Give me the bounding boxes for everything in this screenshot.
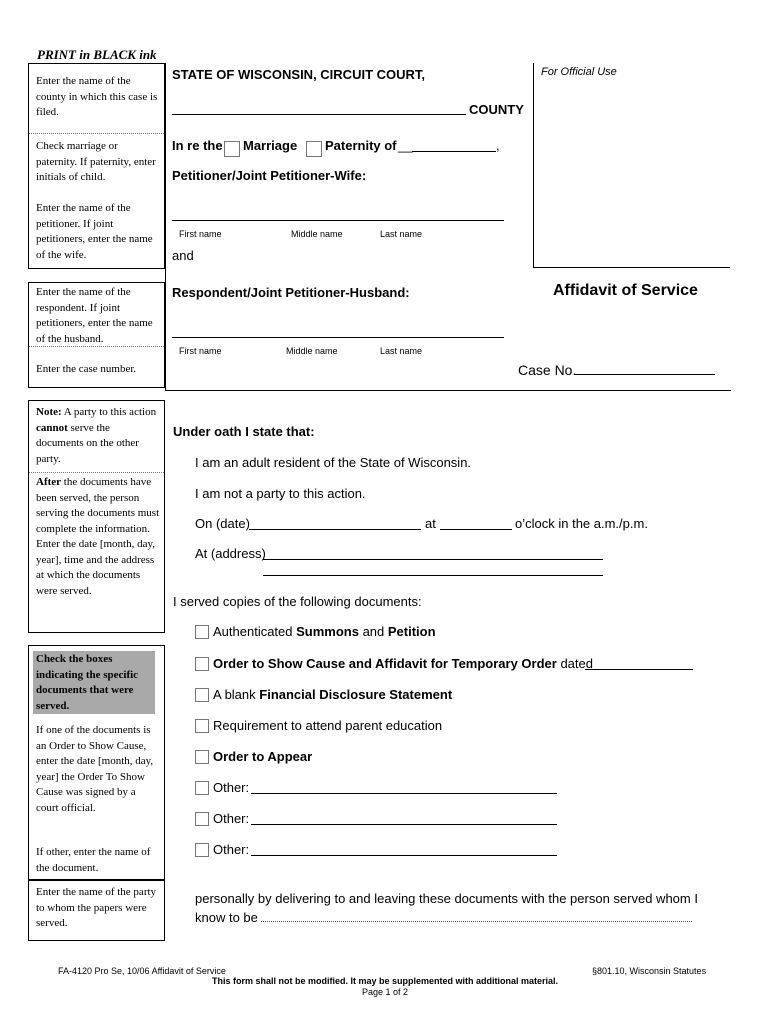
order-date-line[interactable] [585, 669, 693, 670]
other-label-1: Other: [213, 780, 250, 795]
case-number-instruction: Enter the case number. [36, 363, 137, 375]
marriage-checkbox[interactable] [224, 141, 240, 157]
not-party-statement: I am not a party to this action. [195, 486, 366, 501]
oath-heading: Under oath I state that: [173, 424, 315, 439]
order-show-cause-instruction: If one of the documents is an Order to Show Cause, enter the date [month, day, year] the Order To Show Cause was signed by a court official. [36, 724, 154, 814]
parent-education-checkbox[interactable] [195, 719, 209, 733]
note-instruction: Note: A party to this action cannot serve the documents on the other party. [36, 406, 157, 465]
divider [29, 472, 164, 473]
marriage-label: Marriage [243, 138, 298, 153]
other-line-2[interactable] [251, 824, 557, 825]
form-id: FA-4120 Pro Se, 10/06 Affidavit of Service [58, 966, 226, 976]
know-to-be-label: know to be [195, 910, 258, 925]
last-name-caption: Last name [380, 346, 423, 356]
parent-education-label: Requirement to attend parent education [213, 718, 443, 733]
order-appear-checkbox[interactable] [195, 750, 209, 764]
address-line-2[interactable] [263, 575, 603, 576]
party-served-instruction: Enter the name of the party to whom the papers were served. [36, 886, 157, 929]
other-checkbox-3[interactable] [195, 843, 209, 857]
summons-petition-checkbox[interactable] [195, 625, 209, 639]
caption-bottom-line [165, 390, 731, 391]
order-show-cause-checkbox[interactable] [195, 657, 209, 671]
other-instruction: If other, enter the name of the document. [36, 846, 151, 874]
official-use-label: For Official Use [541, 66, 617, 78]
page-number: Page 1 of 2 [361, 987, 409, 997]
other-line-3[interactable] [251, 855, 557, 856]
paternity-comma: , [496, 138, 500, 153]
other-label-3: Other: [213, 842, 250, 857]
husband-instruction: Enter the name of the respondent. If joint petitioners, enter the name of the husband. [36, 286, 153, 345]
oclock-label: o’clock in the a.m./p.m. [515, 516, 648, 531]
middle-name-caption: Middle name [286, 346, 338, 356]
wife-instruction: Enter the name of the petitioner. If joint petitioners, enter the name of the wife. [36, 202, 153, 261]
official-use-bottom [533, 267, 730, 268]
served-copies-label: I served copies of the following documents: [173, 594, 422, 609]
service-time-line[interactable] [440, 529, 512, 530]
respondent-name-line[interactable] [172, 337, 504, 338]
official-use-border [533, 63, 534, 268]
petitioner-heading: Petitioner/Joint Petitioner-Wife: [172, 168, 367, 183]
at-address-label: At (address) [195, 546, 266, 561]
paternity-checkbox[interactable] [306, 141, 322, 157]
other-line-1[interactable] [251, 793, 557, 794]
party-served-line[interactable] [261, 921, 692, 922]
after-instruction: After the documents have been served, the person serving the documents must complete the information. Enter the date [month, day, year], time and the address at which the documents were served. [36, 476, 160, 597]
in-re-label: In re the [172, 138, 223, 153]
check-boxes-instruction: Check the boxes indicating the specific documents that were served. [36, 653, 139, 712]
order-appear-label: Order to Appear [213, 749, 313, 764]
paternity-underline: __ [398, 138, 413, 153]
other-checkbox-1[interactable] [195, 781, 209, 795]
case-no-label: Case No. [518, 362, 577, 378]
service-date-line[interactable] [249, 529, 421, 530]
county-label: COUNTY [469, 102, 524, 117]
county-instruction: Enter the name of the county in which this case is filed. [36, 75, 158, 118]
last-name-caption: Last name [380, 229, 423, 239]
delivery-statement: personally by delivering to and leaving these documents with the person served whom I [195, 891, 698, 906]
financial-disclosure-checkbox[interactable] [195, 688, 209, 702]
footer-notice: This form shall not be modified. It may be supplemented with additional material. [211, 976, 559, 986]
middle-name-caption: Middle name [291, 229, 343, 239]
case-no-line[interactable] [575, 374, 715, 375]
county-name-line[interactable] [172, 114, 466, 115]
on-date-label: On (date) [195, 516, 250, 531]
affidavit-title: Affidavit of Service [553, 282, 698, 299]
other-label-2: Other: [213, 811, 250, 826]
other-checkbox-2[interactable] [195, 812, 209, 826]
summons-petition-label: Authenticated Summons and Petition [213, 624, 436, 639]
address-line-1[interactable] [263, 559, 603, 560]
first-name-caption: First name [179, 229, 222, 239]
petitioner-name-line[interactable] [172, 220, 504, 221]
caption-left-border [165, 63, 166, 391]
at-label: at [425, 516, 436, 531]
print-note: PRINT in BLACK ink [37, 47, 157, 62]
court-title: STATE OF WISCONSIN, CIRCUIT COURT, [172, 67, 426, 82]
first-name-caption: First name [179, 346, 222, 356]
respondent-heading: Respondent/Joint Petitioner-Husband: [172, 285, 410, 300]
financial-disclosure-label: A blank Financial Disclosure Statement [213, 687, 453, 702]
and-label: and [172, 248, 194, 263]
divider [29, 133, 164, 134]
marriage-instruction: Check marriage or paternity. If paternity, enter initials of child. [36, 140, 156, 183]
order-show-cause-label: Order to Show Cause and Affidavit for Temporary Order dated [213, 656, 593, 671]
resident-statement: I am an adult resident of the State of Wisconsin. [195, 455, 472, 470]
statute-ref: §801.10, Wisconsin Statutes [592, 966, 707, 976]
child-initials-line[interactable] [412, 151, 496, 152]
paternity-label: Paternity of [325, 138, 397, 153]
